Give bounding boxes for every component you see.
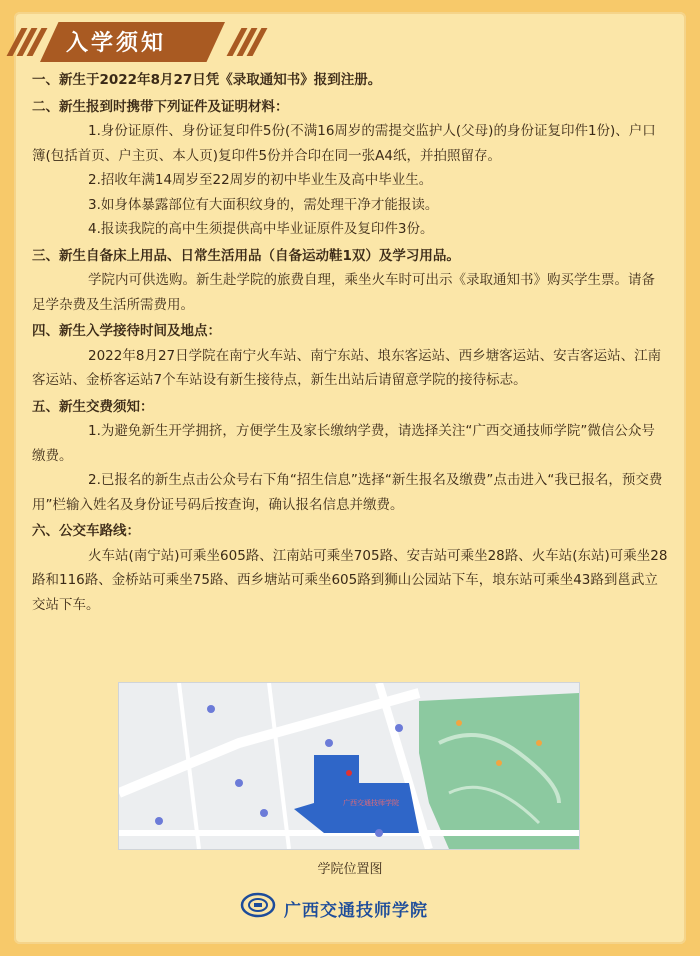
section-heading: 三、新生自备床上用品、日常生活用品（自备运动鞋1双）及学习用品。 (32, 247, 460, 264)
section-heading: 五、新生交费须知： (32, 398, 154, 415)
page-title: 入学须知 (66, 31, 167, 56)
school-logo-icon (240, 892, 276, 918)
section-paragraph: 2.已报名的新生点击公众号右下角“招生信息”选择“新生报名及缴费”点击进入“我已报名，预交费用”栏输入姓名及身份证号码后按查询，确认报名信息并缴费。 (32, 472, 663, 513)
section-paragraph: 3.如身体暴露部位有大面积纹身的，需处理干净才能报读。 (88, 196, 439, 213)
park-area (419, 693, 579, 849)
section-paragraph: 学院内可供选购。新生赴学院的旅费自理，乘坐火车时可出示《录取通知书》购买学生票。请备足学杂费及生活所需费用。 (32, 272, 655, 313)
section-heading: 二、新生报到时携带下列证件及证明材料： (32, 98, 289, 115)
section-paragraph: 火车站(南宁站)可乘坐605路、江南站可乘坐705路、安吉站可乘坐28路、火车站(东站)可乘坐28路和116路、金桥站可乘坐75路、西乡塘站可乘坐605路到狮山公园站下车，埌东站可乘坐43路到邕武立交站下车。 (32, 547, 668, 613)
campus-location-map[interactable] (118, 682, 580, 850)
section-heading: 一、新生于2022年8月27日凭《录取通知书》报到注册。 (32, 72, 382, 88)
map-graphic (119, 683, 579, 849)
section-paragraph: 1.为避免新生开学拥挤，方便学生及家长缴纳学费，请选择关注“广西交通技师学院”微信公众号缴费。 (32, 423, 655, 464)
section-heading: 六、公交车路线： (32, 523, 140, 539)
section-heading: 四、新生入学接待时间及地点： (32, 323, 221, 339)
section-paragraph: 2.招收年满14周岁至22周岁的初中毕业生及高中毕业生。 (88, 172, 433, 188)
notice-content (32, 66, 668, 617)
campus-map-label: 广西交通技师学院 (343, 799, 399, 807)
map-caption: 学院位置图 (317, 862, 383, 877)
section-paragraph: 2022年8月27日学院在南宁火车站、南宁东站、埌东客运站、西乡塘客运站、安吉客运站、江南客运站、金桥客运站7个车站设有新生接待点，新生出站后请留意学院的接待标志。 (32, 347, 662, 388)
school-name: 广西交通技师学院 (284, 901, 428, 921)
section-paragraph: 4.报读我院的高中生须提供高中毕业证原件及复印件3份。 (88, 221, 434, 237)
section-paragraph: 1.身份证原件、身份证复印件5份(不满16周岁的需提交监护人(父母)的身份证复印件1份)、户口簿(包括首页、户主页、本人页)复印件5份并合印在同一张A4纸，并拍照留存。 (32, 123, 656, 164)
